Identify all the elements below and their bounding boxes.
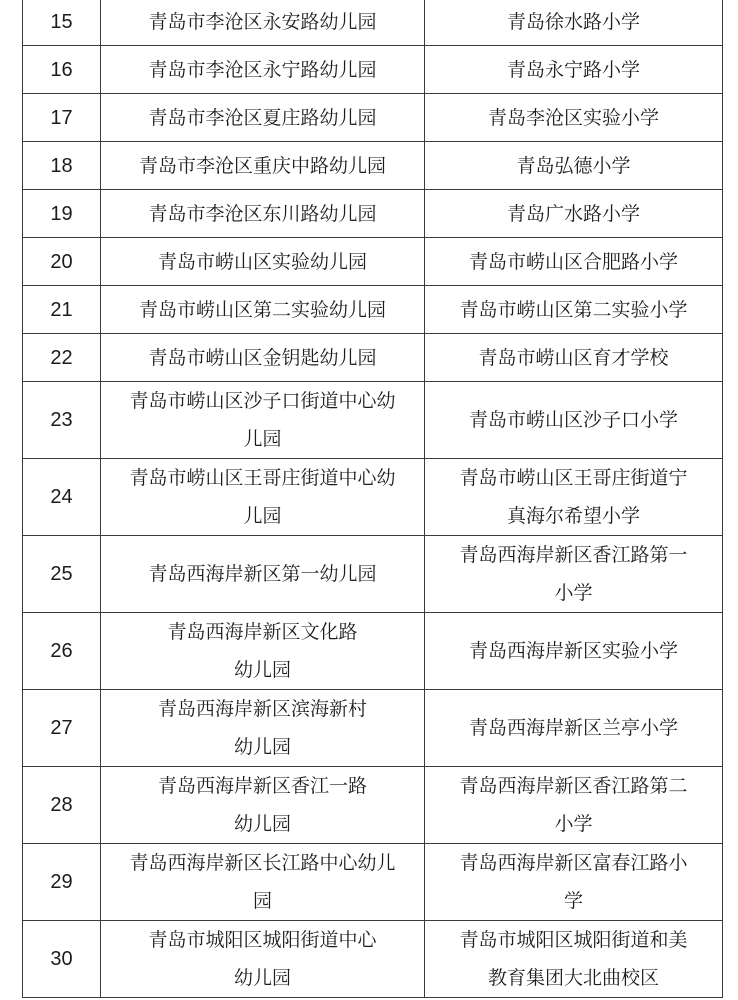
- kindergarten-name-cell-line: 青岛西海岸新区长江路中心幼儿: [129, 852, 396, 874]
- row-number: 15: [23, 0, 101, 46]
- row-number: 18: [23, 142, 101, 190]
- table-row: [23, 142, 723, 190]
- kindergarten-name-cell-line: 园: [252, 890, 272, 912]
- primary-school-name-cell-line: 青岛广水路小学: [506, 202, 640, 225]
- kindergarten-name-cell-line: 青岛市李沧区夏庄路幼儿园: [148, 106, 377, 129]
- kindergarten-name-cell: [101, 921, 425, 998]
- primary-school-name-cell-line: 真海尔希望小学: [506, 505, 640, 527]
- row-number: 27: [23, 690, 101, 767]
- table-row: [23, 382, 723, 459]
- primary-school-name-cell-line: 青岛徐水路小学: [506, 10, 640, 33]
- table-row: [23, 286, 723, 334]
- row-number: 29: [23, 844, 101, 921]
- kindergarten-name-cell: [101, 334, 425, 382]
- table-row: [23, 334, 723, 382]
- primary-school-name-cell-line: 青岛西海岸新区香江路第一: [459, 544, 688, 566]
- primary-school-name-cell-line: 青岛市崂山区合肥路小学: [468, 250, 678, 273]
- row-number: 23: [23, 382, 101, 459]
- kindergarten-name-cell-line: 青岛西海岸新区香江一路: [157, 775, 367, 797]
- row-number: 21: [23, 286, 101, 334]
- primary-school-name-cell: [425, 46, 723, 94]
- row-number: 17: [23, 94, 101, 142]
- row-number: 20: [23, 238, 101, 286]
- table-row: [23, 238, 723, 286]
- kindergarten-name-cell-line: 幼儿园: [233, 813, 291, 835]
- kindergarten-name-cell: [101, 94, 425, 142]
- primary-school-name-cell: [425, 334, 723, 382]
- table-row: [23, 94, 723, 142]
- primary-school-name-cell-line: 青岛市崂山区王哥庄街道宁: [459, 467, 688, 489]
- kindergarten-name-cell-line: 青岛西海岸新区第一幼儿园: [148, 563, 377, 585]
- primary-school-name-cell-line: 青岛西海岸新区兰亭小学: [468, 717, 678, 739]
- row-number: 19: [23, 190, 101, 238]
- primary-school-name-cell-line: 小学: [554, 582, 593, 604]
- primary-school-name-cell-line: 青岛市崂山区沙子口小学: [468, 409, 678, 431]
- primary-school-name-cell-line: 青岛弘德小学: [516, 154, 631, 177]
- primary-school-name-cell: [425, 0, 723, 46]
- primary-school-name-cell: [425, 921, 723, 998]
- kindergarten-name-cell: [101, 536, 425, 613]
- row-number: 26: [23, 613, 101, 690]
- kindergarten-name-cell-line: 儿园: [243, 505, 282, 527]
- table-row: [23, 536, 723, 613]
- row-number: 25: [23, 536, 101, 613]
- table-row: [23, 46, 723, 94]
- kindergarten-name-cell: [101, 190, 425, 238]
- primary-school-name-cell: [425, 238, 723, 286]
- primary-school-name-cell-line: 学: [563, 890, 583, 912]
- kindergarten-name-cell-line: 幼儿园: [233, 659, 291, 681]
- primary-school-name-cell-line: 青岛西海岸新区香江路第二: [459, 775, 688, 797]
- primary-school-name-cell: [425, 382, 723, 459]
- row-number: 28: [23, 767, 101, 844]
- row-number: 16: [23, 46, 101, 94]
- primary-school-name-cell: [425, 190, 723, 238]
- primary-school-name-cell: [425, 690, 723, 767]
- kindergarten-school-pairing-table: [22, 0, 723, 998]
- kindergarten-name-cell: [101, 613, 425, 690]
- kindergarten-name-cell-line: 青岛西海岸新区文化路: [167, 621, 358, 643]
- table-row: [23, 921, 723, 998]
- kindergarten-name-cell-line: 青岛市李沧区东川路幼儿园: [148, 202, 377, 225]
- row-number: 30: [23, 921, 101, 998]
- primary-school-name-cell: [425, 844, 723, 921]
- primary-school-name-cell-line: 小学: [554, 813, 593, 835]
- table-row: [23, 190, 723, 238]
- primary-school-name-cell-line: 青岛永宁路小学: [506, 58, 640, 81]
- kindergarten-name-cell-line: 青岛市城阳区城阳街道中心: [148, 929, 377, 951]
- row-number: 24: [23, 459, 101, 536]
- primary-school-name-cell-line: 青岛市城阳区城阳街道和美: [459, 929, 688, 951]
- table-row: [23, 767, 723, 844]
- kindergarten-name-cell: [101, 46, 425, 94]
- kindergarten-name-cell-line: 幼儿园: [233, 736, 291, 758]
- table-row: [23, 459, 723, 536]
- primary-school-name-cell-line: 青岛西海岸新区实验小学: [468, 640, 678, 662]
- kindergarten-name-cell-line: 青岛西海岸新区滨海新村: [157, 698, 367, 720]
- primary-school-name-cell: [425, 767, 723, 844]
- kindergarten-name-cell: [101, 767, 425, 844]
- kindergarten-name-cell-line: 青岛市崂山区金钥匙幼儿园: [148, 346, 377, 369]
- primary-school-name-cell-line: 青岛西海岸新区富春江路小: [459, 852, 688, 874]
- kindergarten-name-cell: [101, 844, 425, 921]
- kindergarten-name-cell-line: 青岛市崂山区王哥庄街道中心幼: [129, 467, 396, 489]
- kindergarten-name-cell: [101, 286, 425, 334]
- kindergarten-name-cell-line: 青岛市李沧区重庆中路幼儿园: [138, 154, 386, 177]
- kindergarten-name-cell: [101, 382, 425, 459]
- kindergarten-name-cell: [101, 238, 425, 286]
- kindergarten-name-cell-line: 青岛市李沧区永宁路幼儿园: [148, 58, 377, 81]
- table-row: [23, 0, 723, 46]
- primary-school-name-cell-line: 青岛市崂山区育才学校: [478, 346, 669, 369]
- kindergarten-name-cell-line: 青岛市崂山区沙子口街道中心幼: [129, 390, 396, 412]
- kindergarten-name-cell: [101, 690, 425, 767]
- primary-school-name-cell: [425, 142, 723, 190]
- kindergarten-name-cell-line: 青岛市崂山区第二实验幼儿园: [138, 298, 386, 321]
- primary-school-name-cell-line: 青岛李沧区实验小学: [487, 106, 659, 129]
- table-row: [23, 690, 723, 767]
- kindergarten-name-cell-line: 儿园: [243, 428, 282, 450]
- primary-school-name-cell: [425, 94, 723, 142]
- kindergarten-name-cell-line: 青岛市李沧区永安路幼儿园: [148, 10, 377, 33]
- primary-school-name-cell: [425, 459, 723, 536]
- kindergarten-name-cell-line: 幼儿园: [233, 967, 291, 989]
- kindergarten-name-cell: [101, 0, 425, 46]
- kindergarten-name-cell: [101, 142, 425, 190]
- row-number: 22: [23, 334, 101, 382]
- primary-school-name-cell: [425, 613, 723, 690]
- kindergarten-name-cell: [101, 459, 425, 536]
- primary-school-name-cell: [425, 536, 723, 613]
- primary-school-name-cell-line: 青岛市崂山区第二实验小学: [459, 298, 688, 321]
- kindergarten-name-cell-line: 青岛市崂山区实验幼儿园: [157, 250, 367, 273]
- primary-school-name-cell-line: 教育集团大北曲校区: [487, 967, 659, 989]
- table-row: [23, 613, 723, 690]
- table-row: [23, 844, 723, 921]
- primary-school-name-cell: [425, 286, 723, 334]
